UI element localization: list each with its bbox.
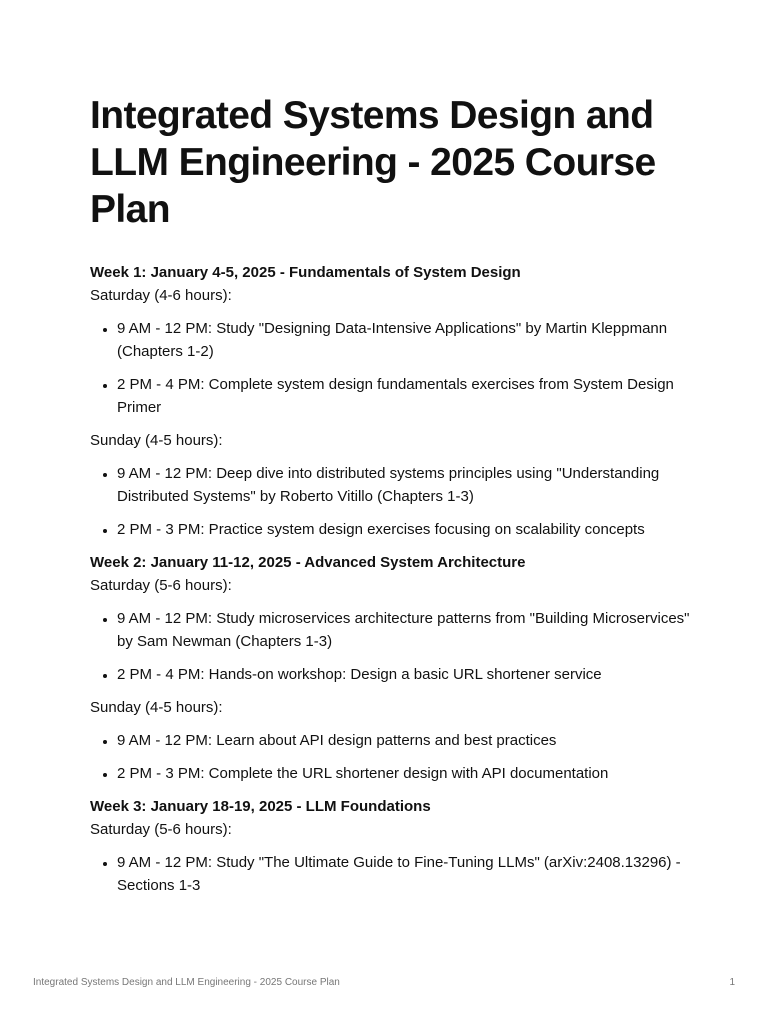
list-item: • 9 AM - 12 PM: Study "The Ultimate Guide to Fine-Tuning LLMs" (arXiv:2408.13296) - Sections 1-3 (117, 851, 690, 897)
week-section (90, 261, 690, 541)
schedule-list (90, 851, 690, 897)
day-heading: Sunday (4-5 hours): (90, 432, 223, 449)
page-number: 1 (729, 977, 735, 988)
page-title: Integrated Systems Design and LLM Engineering - 2025 Course Plan (90, 94, 656, 231)
week-heading: Week 1: January 4-5, 2025 - Fundamentals of System Design (90, 264, 521, 281)
schedule-list (90, 317, 690, 419)
page-footer (33, 976, 735, 990)
day-heading: Saturday (5-6 hours): (90, 821, 232, 838)
schedule-list (90, 607, 690, 686)
list-item: • 9 AM - 12 PM: Study "Designing Data-Intensive Applications" by Martin Kleppmann (Chapters 1-2) (117, 317, 690, 363)
week-section (90, 795, 690, 897)
list-item: • 9 AM - 12 PM: Deep dive into distributed systems principles using "Understanding Distributed Systems" by Roberto Vitillo (Chapters 1-3) (117, 462, 690, 508)
schedule-list (90, 462, 690, 541)
day-heading: Saturday (4-6 hours): (90, 287, 232, 304)
day-heading: Saturday (5-6 hours): (90, 577, 232, 594)
list-item: • 2 PM - 4 PM: Complete system design fundamentals exercises from System Design Primer (117, 373, 690, 419)
document-page (90, 92, 690, 907)
day-heading: Sunday (4-5 hours): (90, 699, 223, 716)
list-item: • 2 PM - 3 PM: Practice system design exercises focusing on scalability concepts (117, 518, 690, 541)
list-item: • 9 AM - 12 PM: Learn about API design patterns and best practices (117, 729, 690, 752)
list-item: • 2 PM - 3 PM: Complete the URL shortener design with API documentation (117, 762, 690, 785)
week-heading: Week 3: January 18-19, 2025 - LLM Foundations (90, 798, 431, 815)
week-section (90, 551, 690, 785)
week-heading: Week 2: January 11-12, 2025 - Advanced System Architecture (90, 554, 526, 571)
footer-title: Integrated Systems Design and LLM Engineering - 2025 Course Plan (33, 977, 340, 988)
list-item: • 2 PM - 4 PM: Hands-on workshop: Design a basic URL shortener service (117, 663, 690, 686)
schedule-list (90, 729, 690, 785)
list-item: • 9 AM - 12 PM: Study microservices architecture patterns from "Building Microservices" by Sam Newman (Chapters 1-3) (117, 607, 690, 653)
